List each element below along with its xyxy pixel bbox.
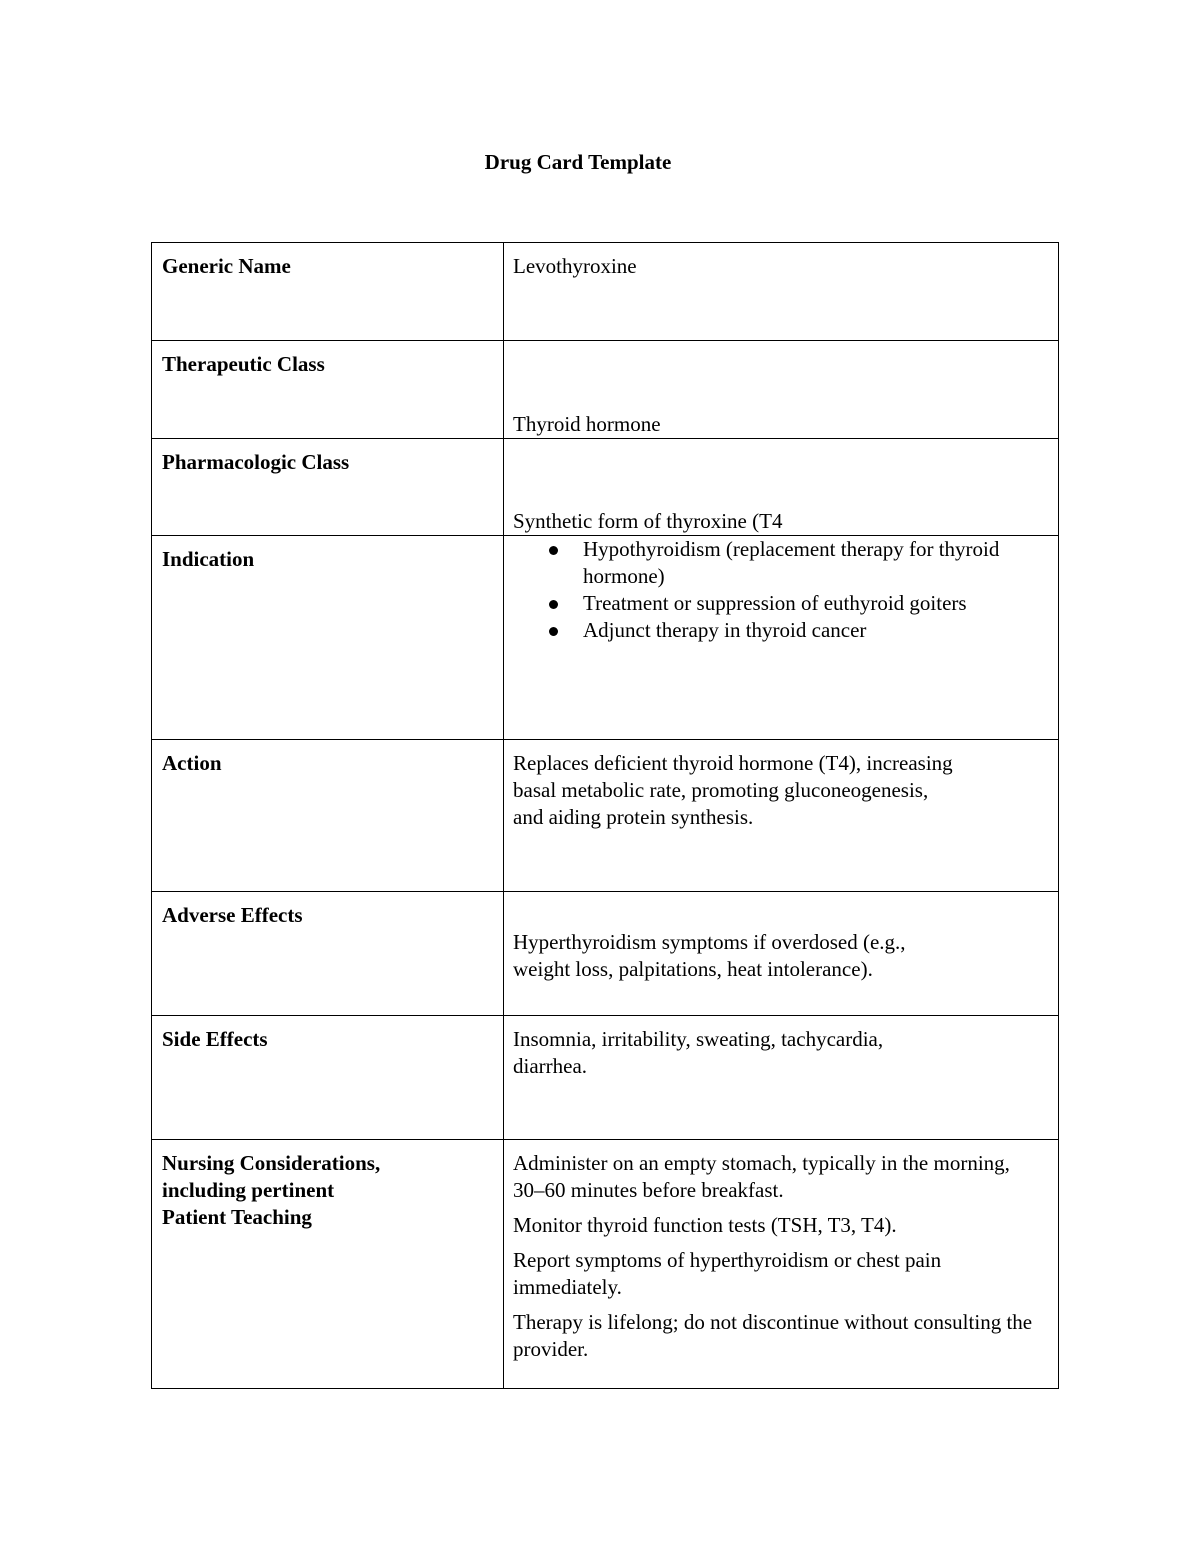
- action-line: basal metabolic rate, promoting gluconeogenesis,: [513, 778, 929, 802]
- list-item: Hypothyroidism (replacement therapy for thyroid hormone): [513, 536, 1044, 590]
- row-action: [152, 740, 1059, 892]
- bullet-icon: [549, 627, 558, 636]
- row-generic-name: [152, 243, 1059, 341]
- adverse-effects-value: [504, 892, 1059, 1016]
- nursing-label-line: Patient Teaching: [162, 1205, 312, 1229]
- nursing-paragraph: Therapy is lifelong; do not discontinue without consulting the provider.: [513, 1310, 1033, 1361]
- action-line: Replaces deficient thyroid hormone (T4), increasing: [513, 751, 953, 775]
- side-effects-line: Insomnia, irritability, sweating, tachycardia,: [513, 1027, 884, 1051]
- action-line: and aiding protein synthesis.: [513, 805, 754, 829]
- side-effects-line: diarrhea.: [513, 1054, 588, 1078]
- row-adverse-effects: [152, 892, 1059, 1016]
- therapeutic-class-value: Thyroid hormone: [504, 341, 1059, 439]
- nursing-paragraph: Report symptoms of hyperthyroidism or chest pain immediately.: [513, 1248, 942, 1299]
- row-pharmacologic-class: [152, 439, 1059, 536]
- page-title: Drug Card Template: [484, 150, 672, 174]
- generic-name-value: Levothyroxine: [504, 243, 1059, 341]
- side-effects-label: Side Effects: [152, 1016, 504, 1140]
- row-side-effects: [152, 1016, 1059, 1140]
- pharmacologic-class-label: Pharmacologic Class: [152, 439, 504, 536]
- adverse-effects-label: Adverse Effects: [152, 892, 504, 1016]
- nursing-paragraph: Administer on an empty stomach, typically in the morning, 30–60 minutes before breakfast.: [513, 1151, 1010, 1202]
- list-item: Adjunct therapy in thyroid cancer: [513, 617, 1044, 644]
- row-nursing-considerations: [152, 1140, 1059, 1389]
- row-therapeutic-class: [152, 341, 1059, 439]
- indication-value: [504, 536, 1059, 740]
- therapeutic-class-label: Therapeutic Class: [152, 341, 504, 439]
- indication-list: [513, 536, 1044, 644]
- list-item: Treatment or suppression of euthyroid goiters: [513, 590, 1044, 617]
- bullet-icon: [549, 546, 558, 555]
- action-value: [504, 740, 1059, 892]
- adverse-effects-line: Hyperthyroidism symptoms if overdosed (e.g.,: [513, 930, 906, 954]
- nursing-paragraph: Monitor thyroid function tests (TSH, T3, T4).: [513, 1213, 897, 1237]
- side-effects-value: [504, 1016, 1059, 1140]
- row-indication: [152, 536, 1059, 740]
- drug-card-table: [151, 242, 1059, 1389]
- indication-label: Indication: [152, 536, 504, 740]
- action-label: Action: [152, 740, 504, 892]
- nursing-considerations-value: [504, 1140, 1059, 1389]
- nursing-considerations-label: [152, 1140, 504, 1389]
- nursing-label-line: Nursing Considerations,: [162, 1151, 381, 1175]
- generic-name-label: Generic Name: [152, 243, 504, 341]
- adverse-effects-line: weight loss, palpitations, heat intolerance).: [513, 957, 873, 981]
- bullet-icon: [549, 600, 558, 609]
- pharmacologic-class-value: Synthetic form of thyroxine (T4: [504, 439, 1059, 536]
- nursing-label-line: including pertinent: [162, 1178, 335, 1202]
